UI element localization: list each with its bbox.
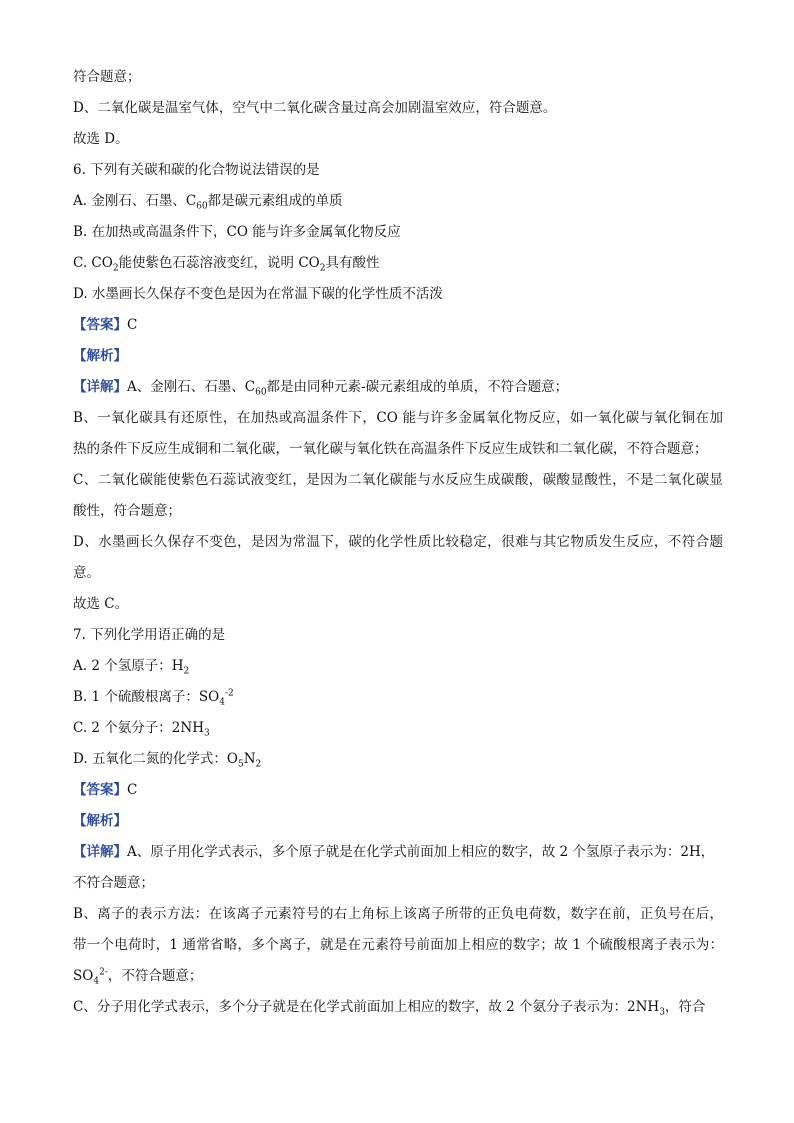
text-run: ，不符合题意； [107, 968, 203, 984]
text-line: 不符合题意； [73, 875, 154, 891]
text-line [73, 682, 723, 713]
section-tag: 【答案】 [73, 317, 127, 333]
text-run: SO [73, 968, 94, 984]
superscript: -2 [224, 688, 234, 699]
text-line: 符合题意； [73, 69, 141, 85]
text-line: 酸性，符合题意； [73, 503, 181, 519]
text-line [73, 837, 723, 868]
text-line [73, 744, 723, 775]
subscript: 3 [204, 728, 210, 739]
text-line [73, 961, 723, 992]
section-tag: 【答案】 [73, 782, 127, 798]
text-line: D. 水墨画长久保存不变色是因为在常温下碳的化学性质不活泼 [73, 286, 443, 302]
subscript: 2 [183, 666, 190, 677]
subscript: 3 [659, 1007, 665, 1018]
text-line [73, 775, 723, 806]
text-run: B. 1 个硫酸根离子：SO [73, 689, 220, 705]
text-line: 6. 下列有关碳和碳的化合物说法错误的是 [73, 162, 320, 178]
text-run: 具有酸性 [325, 255, 380, 271]
text-line: 故选 C。 [73, 596, 129, 612]
text-line: D、二氧化碳是温室气体，空气中二氧化碳含量过高会加剧温室效应，符合题意。 [73, 100, 557, 116]
text-line [73, 186, 723, 217]
text-run: N [243, 751, 256, 767]
subscript: 2 [255, 759, 262, 770]
text-run: A、原子用化学式表示，多个原子就是在化学式前面加上相应的数字，故 2 个氢原子表示为：2H， [127, 844, 715, 860]
text-line: B. 在加热或高温条件下，CO 能与许多金属氧化物反应 [73, 224, 401, 240]
text-line [73, 248, 723, 279]
text-line: 热的条件下反应生成铜和二氧化碳，一氧化碳与氧化铁在高温条件下反应生成铁和二氧化碳，不符合题意； [73, 441, 708, 457]
subscript: 2 [319, 263, 326, 274]
text-line [73, 806, 723, 837]
text-line [73, 992, 723, 1023]
text-run: C. CO [73, 255, 113, 271]
text-line: C、二氧化碳能使紫色石蕊试液变红，是因为二氧化碳能与水反应生成碳酸，碳酸显酸性，不是二氧化碳显 [73, 472, 723, 488]
text-run: 能使紫色石蕊溶液变红，说明 CO [118, 255, 320, 271]
text-line: B、离子的表示方法：在该离子元素符号的右上角标上该离子所带的正负电荷数，数字在前，正负号在后， [73, 906, 723, 922]
text-run: C. 2 个氨分子：2NH [73, 720, 204, 736]
subscript: 4 [93, 976, 100, 987]
text-line [73, 372, 723, 403]
text-line: 意。 [73, 565, 100, 581]
section-tag: 【解析】 [73, 813, 127, 829]
subscript: 60 [255, 387, 267, 398]
text-run: 都是碳元素组成的单质 [207, 193, 343, 209]
text-line: 故选 D。 [73, 131, 129, 147]
section-tag: 【详解】 [73, 844, 127, 860]
tag-value: C [127, 782, 138, 798]
text-line [73, 341, 723, 372]
text-line: 带一个电荷时，1 通常省略，多个离子，就是在元素符号前面加上相应的数字；故 1 个硫酸根离子表示为： [73, 937, 723, 953]
text-line: 7. 下列化学用语正确的是 [73, 627, 226, 643]
text-line [73, 310, 723, 341]
text-run: D. 五氧化二氮的化学式：O [73, 751, 238, 767]
subscript: 4 [219, 697, 225, 708]
text-line: B、一氧化碳具有还原性，在加热或高温条件下，CO 能与许多金属氧化物反应，如一氧化碳与氧化铜在加 [73, 410, 723, 426]
text-run: A. 2 个氢原子：H [73, 658, 184, 674]
section-tag: 【解析】 [73, 348, 127, 364]
text-run: A、金刚石、石墨、C [127, 379, 256, 395]
subscript: 60 [196, 201, 208, 212]
superscript: 2- [99, 967, 108, 978]
document-body [73, 62, 723, 1023]
text-line [73, 713, 723, 744]
text-run: A. 金刚石、石墨、C [73, 193, 197, 209]
text-run: C、分子用化学式表示，多个分子就是在化学式前面加上相应的数字，故 2 个氨分子表示为：2NH [73, 999, 660, 1015]
text-line: D、水墨画长久保存不变色，是因为常温下，碳的化学性质比较稳定，很难与其它物质发生反应，不符合题 [73, 534, 723, 550]
tag-value: C [127, 317, 138, 333]
text-run: 都是由同种元素-碳元素组成的单质，不符合题意； [266, 379, 569, 395]
section-tag: 【详解】 [73, 379, 127, 395]
text-run: ，符合 [664, 999, 706, 1015]
text-line [73, 651, 723, 682]
subscript: 5 [238, 759, 244, 770]
subscript: 2 [112, 263, 119, 274]
